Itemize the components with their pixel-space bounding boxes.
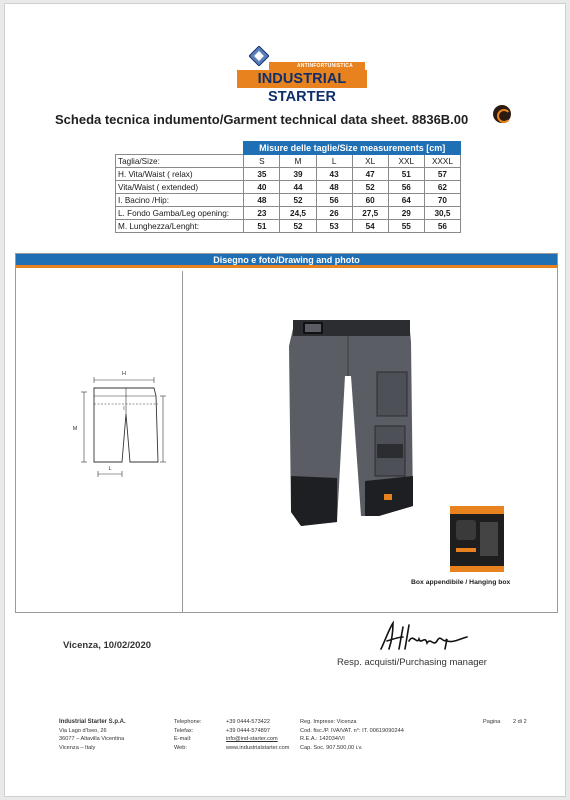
table-cell: 23: [244, 207, 280, 220]
place-date: Vicenza, 10/02/2020: [63, 640, 152, 651]
table-row: [116, 220, 461, 233]
table-cell: 48: [244, 194, 280, 207]
table-cell: 35: [244, 168, 280, 181]
footer-company: [59, 718, 126, 752]
page-number: 2 di 2: [513, 719, 527, 725]
section-divider: [182, 271, 183, 612]
table-row: [116, 194, 461, 207]
table-cell: 56: [388, 181, 424, 194]
table-cell: 52: [280, 220, 316, 233]
table-cell: 24,5: [280, 207, 316, 220]
size-col: L: [316, 155, 352, 168]
table-cell: 56: [424, 220, 460, 233]
table-cell: 40: [244, 181, 280, 194]
company-logo: [237, 46, 367, 105]
table-cell: 53: [316, 220, 352, 233]
company-address-line: Via Lago d'Iseo, 26: [59, 727, 107, 734]
size-col: M: [280, 155, 316, 168]
web-label: Web:: [174, 744, 187, 751]
table-row: [116, 155, 461, 168]
web-value[interactable]: www.industrialstarter.com: [226, 744, 290, 751]
table-cell: 48: [316, 181, 352, 194]
box-caption: Box appendibile / Hanging box: [411, 579, 511, 586]
sketch-label-l: L: [108, 466, 112, 472]
table-cell: 70: [424, 194, 460, 207]
table-cell: 60: [352, 194, 388, 207]
drawing-section-heading: Disegno e foto/Drawing and photo: [16, 254, 557, 268]
logo-tagline: ANTINFORTUNISTICA: [269, 62, 365, 70]
brand-badge-icon: [493, 105, 511, 123]
table-cell: 29: [388, 207, 424, 220]
table-cell: 56: [316, 194, 352, 207]
page-title: Scheda tecnica indumento/Garment technical data sheet. 8836B.00: [55, 112, 469, 127]
table-cell: 30,5: [424, 207, 460, 220]
table-cell: 39: [280, 168, 316, 181]
logo-diamond-icon: [249, 46, 269, 66]
table-cell: 52: [352, 181, 388, 194]
data-sheet-page: [4, 3, 566, 797]
table-cell: 55: [388, 220, 424, 233]
table-row: [116, 207, 461, 220]
phone-value: +39 0444-573422: [226, 719, 271, 725]
sketch-label-i: I: [123, 406, 125, 412]
table-row: [116, 168, 461, 181]
table-cell: 51: [388, 168, 424, 181]
table-cell: 62: [424, 181, 460, 194]
hanging-box-image: [448, 504, 506, 574]
company-address-line: 36077 – Altavilla Vicentina: [59, 736, 125, 742]
registry-line: Cap. Soc. 907.500,00 i.v.: [300, 744, 363, 751]
footer-contact-labels: [174, 718, 201, 752]
shorts-product-photo: [281, 316, 416, 541]
sketch-label-m: M: [72, 426, 78, 432]
phone-label: Telephone:: [174, 719, 202, 725]
size-header-label: Taglia/Size:: [116, 155, 244, 168]
size-table: [115, 141, 461, 233]
table-cell: 44: [280, 181, 316, 194]
table-cell: 26: [316, 207, 352, 220]
company-name: Industrial Starter S.p.A.: [59, 719, 126, 725]
table-cell: 57: [424, 168, 460, 181]
size-col: XXL: [388, 155, 424, 168]
shorts-technical-drawing: [66, 366, 176, 486]
size-col: S: [244, 155, 280, 168]
signatory-role: Resp. acquisti/Purchasing manager: [337, 657, 487, 668]
drawing-section: [15, 253, 558, 613]
email-label: E-mail:: [174, 736, 192, 742]
company-address-line: Vicenza – Italy: [59, 744, 96, 751]
table-cell: 64: [388, 194, 424, 207]
row-label: H. Vita/Waist ( relax): [116, 168, 244, 181]
fax-label: Telefax:: [174, 727, 194, 734]
registry-line: Reg. Imprese: Vicenza: [300, 719, 357, 725]
row-label: Vita/Waist ( extended): [116, 181, 244, 194]
footer-registry: [300, 718, 404, 752]
size-col: XXXL: [424, 155, 460, 168]
fax-value: +39 0444-574897: [226, 727, 271, 734]
handwritten-signature: [375, 619, 475, 653]
row-label: L. Fondo Gamba/Leg opening:: [116, 207, 244, 220]
sketch-label-h: H: [122, 371, 126, 377]
table-cell: 54: [352, 220, 388, 233]
table-cell: 52: [280, 194, 316, 207]
size-table-heading: Misure delle taglie/Size measurements [cm]: [244, 142, 461, 155]
table-cell: 47: [352, 168, 388, 181]
registry-line: R.E.A.: 142034/VI: [300, 736, 345, 742]
table-cell: 51: [244, 220, 280, 233]
table-cell: 27,5: [352, 207, 388, 220]
page-label: Pagina: [483, 719, 501, 725]
registry-line: Cod. fisc./P. IVA/VAT. n°: IT. 00619090244: [300, 727, 404, 734]
size-col: XL: [352, 155, 388, 168]
email-link[interactable]: info@ind-starter.com: [226, 736, 278, 742]
table-cell: 43: [316, 168, 352, 181]
row-label: I. Bacino /Hip:: [116, 194, 244, 207]
table-row: [116, 181, 461, 194]
row-label: M. Lunghezza/Lenght:: [116, 220, 244, 233]
footer-contact-values: [226, 718, 289, 752]
logo-name: INDUSTRIAL STARTER: [237, 70, 367, 88]
